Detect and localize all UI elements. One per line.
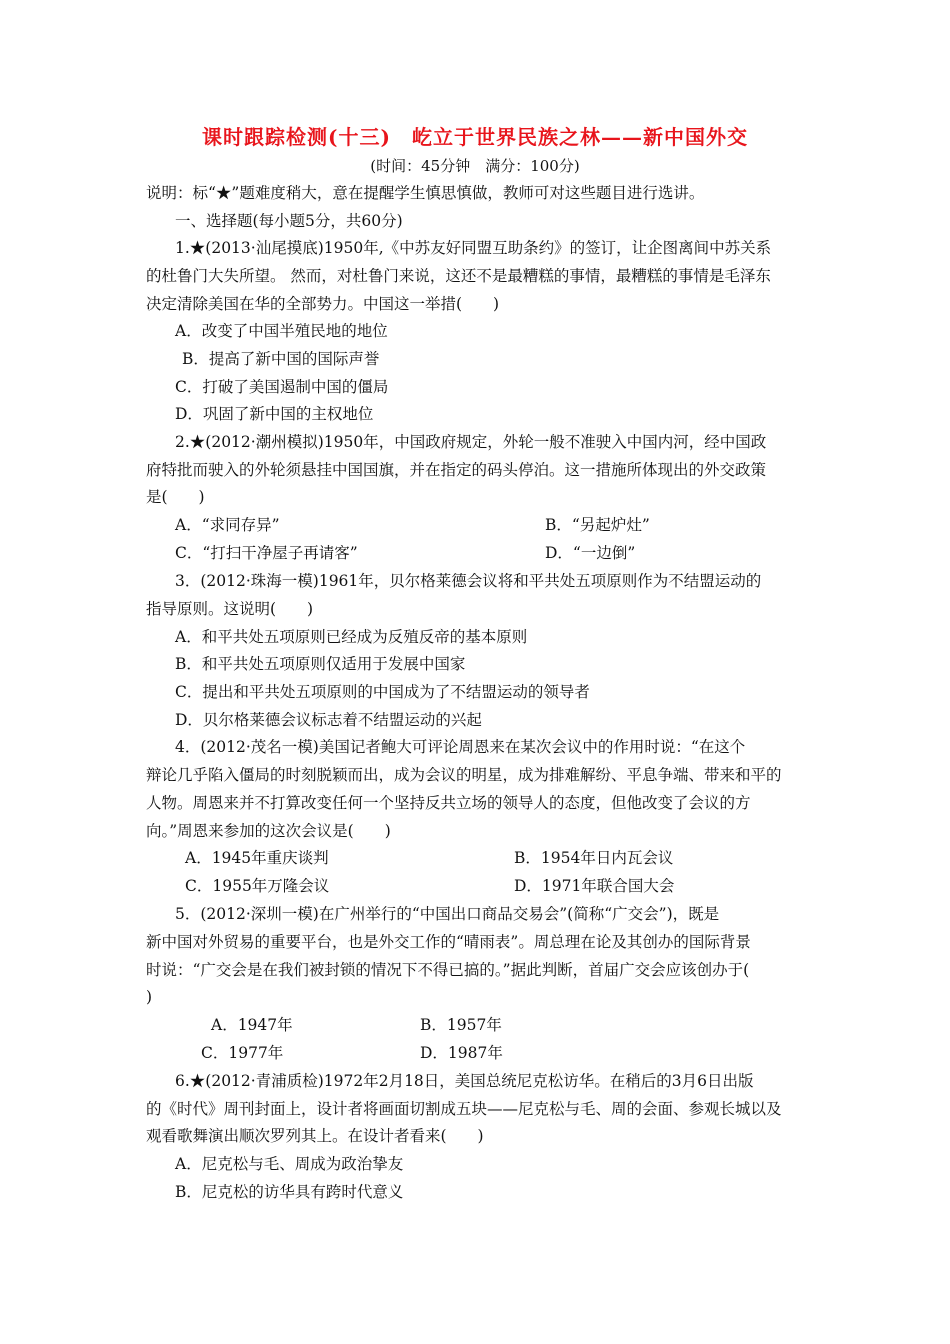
q2-option-a: A．“求同存异”: [175, 516, 280, 534]
q1-stem-line: 决定清除美国在华的全部势力。中国这一举措( ): [146, 295, 500, 313]
q3-stem-line: 3．(2012·珠海一模)1961年，贝尔格莱德会议将和平共处五项原则作为不结盟运动的: [175, 572, 762, 590]
q5-option-a: A．1947年: [211, 1016, 293, 1034]
q3-option-d: D．贝尔格莱德会议标志着不结盟运动的兴起: [175, 711, 482, 729]
q5-stem-line: 5．(2012·深圳一模)在广州举行的“中国出口商品交易会”(简称“广交会”)，既是: [175, 905, 720, 923]
q1-option-a: A．改变了中国半殖民地的地位: [175, 322, 388, 340]
q3-option-c: C．提出和平共处五项原则的中国成为了不结盟运动的领导者: [175, 683, 590, 701]
q6-stem-line: 的《时代》周刊封面上，设计者将画面切割成五块——尼克松与毛、周的会面、参观长城以及: [146, 1100, 782, 1118]
q5-option-d: D．1987年: [420, 1044, 503, 1062]
q6-option-a: A．尼克松与毛、周成为政治挚友: [175, 1155, 404, 1173]
exam-time-info: (时间：45分钟 满分：100分): [370, 157, 580, 175]
q1-stem-line: 的杜鲁门大失所望。 然而，对杜鲁门来说，这还不是最糟糕的事情，最糟糕的事情是毛泽东: [146, 267, 771, 285]
q4-option-b: B．1954年日内瓦会议: [514, 849, 674, 867]
q4-stem-line: 辩论几乎陷入僵局的时刻脱颖而出，成为会议的明星，成为排难解纷、平息争端、带来和平的: [146, 766, 782, 784]
q1-option-d: D．巩固了新中国的主权地位: [175, 405, 374, 423]
q4-stem-line: 人物。周恩来并不打算改变任何一个坚持反共立场的领导人的态度，但他改变了会议的方: [146, 794, 751, 812]
q2-stem-line: 2.★(2012·潮州模拟)1950年，中国政府规定，外轮一般不准驶入中国内河，经中国政: [175, 433, 767, 451]
q6-option-b: B．尼克松的访华具有跨时代意义: [175, 1183, 404, 1201]
q2-option-d: D．“一边倒”: [545, 544, 636, 562]
q2-option-b: B．“另起炉灶”: [545, 516, 650, 534]
q3-stem-line: 指导原则。这说明( ): [146, 600, 314, 618]
q4-option-a: A．1945年重庆谈判: [185, 849, 329, 867]
q5-stem-line: ): [146, 988, 153, 1006]
note-text: 说明：标“★”题难度稍大，意在提醒学生慎思慎做，教师可对这些题目进行选讲。: [146, 184, 705, 202]
q4-stem-line: 向。”周恩来参加的这次会议是( ): [146, 822, 391, 840]
q6-stem-line: 6.★(2012·青浦质检)1972年2月18日，美国总统尼克松访华。在稍后的3月6日出版: [175, 1072, 754, 1090]
q4-stem-line: 4．(2012·茂名一模)美国记者鲍大可评论周恩来在某次会议中的作用时说：“在这个: [175, 738, 746, 756]
q5-stem-line: 时说：“广交会是在我们被封锁的情况下不得已搞的。”据此判断，首届广交会应该创办于(: [146, 961, 750, 979]
q3-option-a: A．和平共处五项原则已经成为反殖反帝的基本原则: [175, 628, 528, 646]
q5-option-b: B．1957年: [420, 1016, 502, 1034]
q1-stem-line: 1.★(2013·汕尾摸底)1950年,《中苏友好同盟互助条约》的签订，让企图离间中苏关系: [175, 239, 772, 257]
q4-option-c: C．1955年万隆会议: [185, 877, 330, 895]
q6-stem-line: 观看歌舞演出顺次罗列其上。在设计者看来( ): [146, 1127, 484, 1145]
page-title: 课时跟踪检测(十三) 屹立于世界民族之林——新中国外交: [202, 125, 748, 149]
q3-option-b: B．和平共处五项原则仅适用于发展中国家: [175, 655, 466, 673]
q2-option-c: C．“打扫干净屋子再请客”: [175, 544, 358, 562]
q1-option-c: C．打破了美国遏制中国的僵局: [175, 378, 389, 396]
q2-stem-line: 是( ): [146, 488, 205, 506]
q5-option-c: C．1977年: [201, 1044, 284, 1062]
q1-option-b: B．提高了新中国的国际声誉: [182, 350, 380, 368]
q4-option-d: D．1971年联合国大会: [514, 877, 675, 895]
q5-stem-line: 新中国对外贸易的重要平台，也是外交工作的“晴雨表”。周总理在论及其创办的国际背景: [146, 933, 751, 951]
section-heading: 一、选择题(每小题5分，共60分): [175, 212, 403, 230]
q2-stem-line: 府特批而驶入的外轮须悬挂中国国旗，并在指定的码头停泊。这一措施所体现出的外交政策: [146, 461, 767, 479]
